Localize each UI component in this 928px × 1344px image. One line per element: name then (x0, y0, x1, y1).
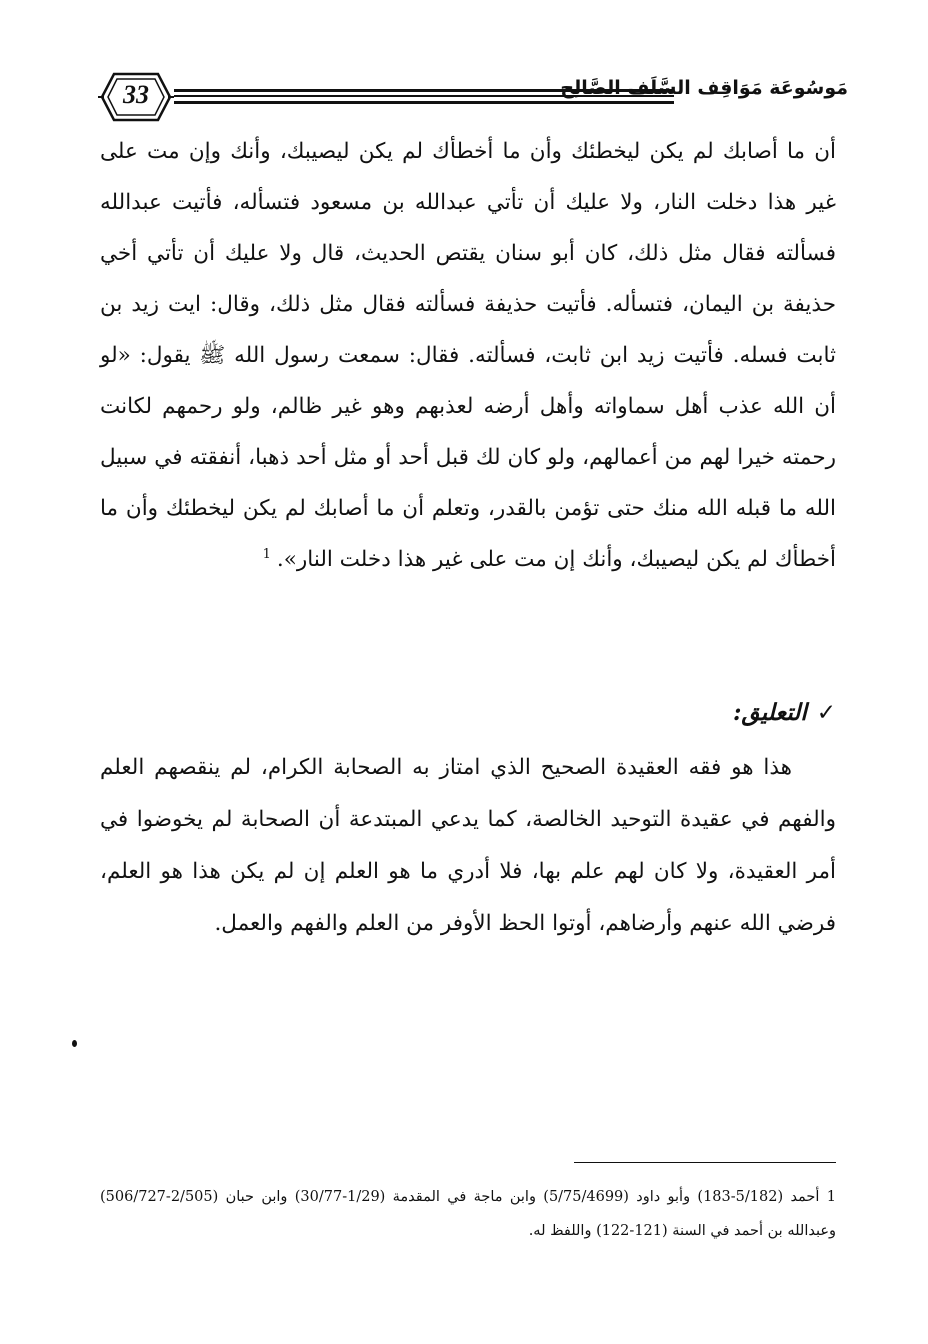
footnote-number: 1 (826, 1189, 836, 1205)
main-paragraph (100, 126, 836, 585)
footnote-rule (574, 1162, 836, 1163)
comment-heading (733, 690, 836, 736)
checkmark-icon: ✓ (816, 700, 836, 726)
comment-paragraph: هذا هو فقه العقيدة الصحيح الذي امتاز به الصحابة الكرام، لم ينقصهم العلم والفهم في عقيدة التوحيد الخالصة، كما يدعي المبتدعة أن الصحابة لم يخوضوا في أمر العقيدة، ولا كان لهم علم بها، فلا أدري ما هو العلم إن لم يكن هذا هو العلم، فرضي الله عنهم وأرضاهم، أوتوا الحظ الأوفر من العلم والفهم والعمل. (100, 755, 836, 936)
footnote-text: أحمد (5/182-183) وأبو داود (5/75/4699) وابن ماجة في المقدمة (1/29-30/77) وابن حبان (2/505-506/727) وعبدالله بن أحمد في السنة (121-122) واللفظ له. (100, 1189, 836, 1239)
comment-paragraph-block (100, 742, 836, 950)
page-header (96, 66, 848, 130)
footnote (100, 1180, 836, 1248)
comment-heading-label: التعليق: (733, 699, 807, 726)
main-paragraph-text: أن ما أصابك لم يكن ليخطئك وأن ما أخطأك لم يكن ليصيبك، وأنك وإن مت على غير هذا دخلت النار، ولا عليك أن تأتي عبدالله بن مسعود فتسأله، فأتيت عبدالله فسألته فقال مثل ذلك، كان أبو سنان يقتص الحديث، قال ولا عليك أن تأتي أخي حذيفة بن اليمان، فتسأله. فأتيت حذيفة فسألته فقال مثل ذلك، وقال: ايت زيد بن ثابت فسله. فأتيت زيد ابن ثابت، فسألته. فقال: سمعت رسول الله ﷺ يقول: «لو أن الله عذب أهل سماواته وأهل أرضه لعذبهم وهو غير ظالم، ولو رحمهم لكانت رحمته خيرا لهم من أعمالهم، ولو كان لك قبل أحد أو مثل أحد ذهبا، أنفقته في سبيل الله ما قبله الله منك حتى تؤمن بالقدر، وتعلم أن ما أصابك لم يكن ليخطئك وأن ما أخطأك لم يكن ليصيبك، وأنك إن مت على غير هذا دخلت النار». (100, 139, 836, 572)
main-paragraph-block (100, 126, 836, 585)
footnote-entry (100, 1180, 836, 1248)
book-title: مَوسُوعَة مَوَاقِف السَّلَف الصَّالِح (560, 77, 848, 99)
footnote-reference: 1 (262, 546, 271, 562)
page-number-badge (96, 66, 176, 128)
page-number: 33 (123, 80, 149, 109)
stray-ink-mark (72, 1040, 77, 1047)
